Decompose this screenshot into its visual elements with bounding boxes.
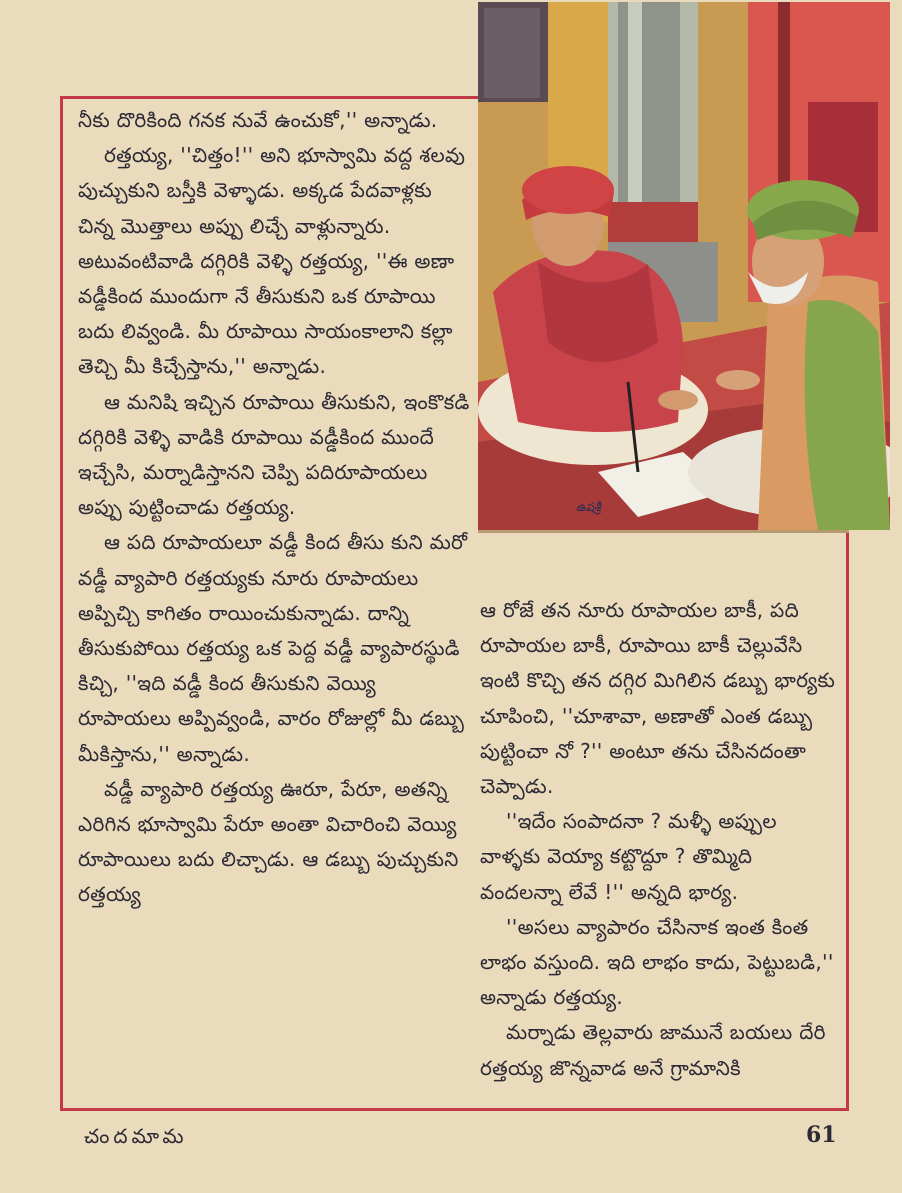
magazine-title: చందమామ: [84, 1124, 188, 1148]
page-number: 61: [806, 1122, 837, 1148]
frame-bottom: [60, 1108, 849, 1111]
paragraph: ''అసలు వ్యాపారం చేసినాక ఇంత కింత లాభం వస్తుంది. ఇది లాభం కాదు, పెట్టుబడి,'' అన్నాడు రత్తయ్య.: [480, 914, 834, 1010]
paragraph: మర్నాడు తెల్లవారు జామునే బయలు దేరి రత్తయ్య జొన్నవాడ అనే గ్రామానికి: [480, 1020, 826, 1080]
frame-top-left: [60, 96, 479, 99]
left-text-column: [78, 103, 470, 913]
story-illustration: [478, 2, 890, 530]
paragraph: ఆ పది రూపాయలూ వడ్డీ కింద తీసు కుని మరో వడ్డీ వ్యాపారి రత్తయ్యకు నూరు రూపాయలు అప్పిచ్చి కాగితం రాయించుకున్నాడు. దాన్ని తీసుకుపోయి రత్తయ్య ఒక పెద్ద వడ్డీ వ్యాపారస్థుడి కిచ్చి, ''ఇది వడ్డీ కింద తీసుకుని వెయ్యి రూపాయలు అప్పివ్వండి, వారం రోజుల్లో మీ డబ్బు మీకిస్తాను,'' అన్నాడు.: [78, 530, 468, 766]
right-text-column: [480, 593, 840, 1086]
paragraph: వడ్డీ వ్యాపారి రత్తయ్య ఊరూ, పేరూ, అతన్ని ఎరిగిన భూస్వామి పేరూ అంతా విచారించి వెయ్యి రూపాయిలు బదు లిచ్చాడు. ఆ డబ్బు పుచ్చుకుని రత్తయ్య: [78, 776, 459, 907]
frame-top-right: [478, 530, 849, 533]
frame-right: [846, 530, 849, 1111]
paragraph: ''ఇదేం సంపాదనా ? మళ్ళీ అప్పుల వాళ్ళకు వెయ్యా కట్టొద్దూ ? తొమ్మిది వందలన్నా లేవే !'' అన్నది భార్య.: [480, 809, 777, 904]
paragraph: నీకు దొరికింది గనక నువే ఉంచుకో,'' అన్నాడు.: [78, 108, 438, 132]
illustration-scene: [478, 2, 890, 530]
illustration-signature: ఉషశ్రీ: [576, 500, 601, 514]
paragraph: ఆ మనిషి ఇచ్చిన రూపాయి తీసుకుని, ఇంకొకడి దగ్గిరికి వెళ్ళి వాడికి రూపాయి వడ్డీకింద ముందే ఇచ్చేసి, మర్నాడిస్తానని చెప్పి పదిరూపాయలు అప్పు పుట్టించాడు రత్తయ్య.: [78, 389, 470, 520]
frame-left: [60, 96, 63, 1111]
paragraph: రత్తయ్య, ''చిత్తం!'' అని భూస్వామి వద్ద శలవు పుచ్చుకుని బస్తీకి వెళ్ళాడు. అక్కడ పేదవాళ్లకు చిన్న మొత్తాలు అప్పు లిచ్చే వాళ్లున్నారు. అటువంటివాడి దగ్గిరికి వెళ్ళి రత్తయ్య, ''ఈ అణా వడ్డీకింద ముందుగా నే తీసుకుని ఒక రూపాయి బదు లివ్వండి. మీ రూపాయి సాయంకాలాని కల్లా తెచ్చి మీ కిచ్చేస్తాను,'' అన్నాడు.: [78, 143, 466, 379]
paragraph: ఆ రోజే తన నూరు రూపాయల బాకీ, పది రూపాయల బాకీ, రూపాయి బాకీ చెల్లువేసి ఇంటి కొచ్చి తన దగ్గిర మిగిలిన డబ్బు భార్యకు చూపించి, ''చూశావా, అణాతో ఎంత డబ్బు పుట్టించా నో ?'' అంటూ తను చేసినదంతా చెప్పాడు.: [480, 598, 836, 799]
